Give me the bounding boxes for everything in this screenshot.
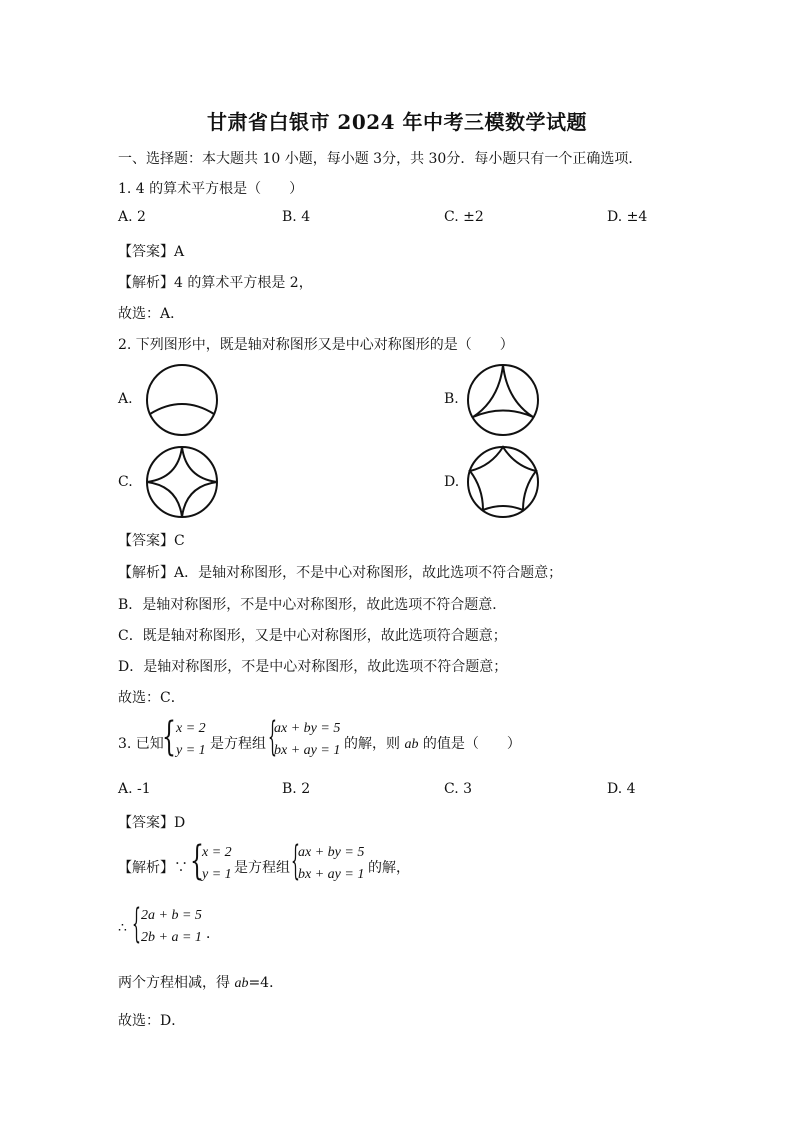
q1-answer: 【答案】A xyxy=(118,244,185,260)
q2-figure-c xyxy=(144,444,220,520)
q2-figure-label-b: B. xyxy=(444,391,459,407)
q3-brace-1: { xyxy=(162,714,176,760)
q3-system-1 xyxy=(176,718,206,762)
q1-option-a: A. 2 xyxy=(118,209,146,225)
q1-option-d: D. ±4 xyxy=(607,209,648,225)
q3-option-c: C. 3 xyxy=(444,781,473,797)
q1-stem: 1. 4 的算术平方根是（ ） xyxy=(118,181,304,197)
q2-analysis-4: D．是轴对称图形，不是中心对称图形，故此选项不符合题意； xyxy=(118,659,508,675)
q3-system-2 xyxy=(274,718,340,762)
q3-ab: ab xyxy=(404,737,419,752)
q3-analysis-suffix: 的解， xyxy=(368,860,410,876)
q2-figure-b xyxy=(465,362,541,438)
q3-system-3-eq1: 2a + b = 5 xyxy=(141,908,202,923)
q3-mid: 是方程组 xyxy=(210,736,266,752)
q3-option-b: B. 2 xyxy=(282,781,311,797)
q3-analysis-mid: 是方程组 xyxy=(234,860,290,876)
q2-figure-label-c: C. xyxy=(118,474,133,490)
q2-conclusion: 故选：C． xyxy=(118,690,185,706)
q3-subtract-ab: ab xyxy=(234,976,249,991)
q3-system-3-eq2: 2b + a = 1 xyxy=(141,930,202,945)
q3-system-1-eq1: x = 2 xyxy=(176,721,206,736)
q3-subtract-b: =4． xyxy=(248,975,284,991)
q3-analysis-brace-2: { xyxy=(291,838,300,884)
q3-system-2-eq2: bx + ay = 1 xyxy=(274,743,341,758)
q3-therefore-brace: { xyxy=(132,901,141,947)
q2-analysis-1: 【解析】A．是轴对称图形，不是中心对称图形，故此选项不符合题意； xyxy=(118,565,563,581)
q3-prefix: 3. 已知 xyxy=(118,736,164,752)
q3-system-3 xyxy=(141,905,202,949)
q3-conclusion: 故选：D． xyxy=(118,1013,186,1029)
q2-analysis-2: B．是轴对称图形，不是中心对称图形，故此选项不符合题意． xyxy=(118,597,507,613)
q3-therefore-symbol: ∴ xyxy=(118,920,127,936)
q3-analysis-system-1-eq1: x = 2 xyxy=(202,845,232,860)
q3-suffix xyxy=(344,733,521,753)
q3-analysis-system-2 xyxy=(298,842,364,886)
q3-analysis-system-1-eq2: y = 1 xyxy=(202,867,232,882)
page-title: 甘肃省白银市 2024 年中考三模数学试题 xyxy=(206,110,588,134)
q3-option-a: A. -1 xyxy=(118,781,151,797)
q3-system-1-eq2: y = 1 xyxy=(176,743,206,758)
q2-figure-label-a: A. xyxy=(118,391,133,407)
q2-analysis-3: C．既是轴对称图形，又是中心对称图形，故此选项符合题意； xyxy=(118,628,507,644)
q1-option-b: B. 4 xyxy=(282,209,311,225)
q3-therefore xyxy=(118,901,418,951)
q3-analysis-prefix: 【解析】∵ xyxy=(118,860,188,876)
q2-figure-label-d: D. xyxy=(444,474,460,490)
q3-subtract-a: 两个方程相减，得 xyxy=(118,975,235,991)
q3-analysis-brace-1: { xyxy=(190,838,204,884)
q3-answer: 【答案】D xyxy=(118,815,186,831)
q3-analysis-system-2-eq2: bx + ay = 1 xyxy=(298,867,365,882)
q3-subtract xyxy=(118,972,283,992)
q3-analysis-system-1 xyxy=(202,842,232,886)
q3-therefore-period: ． xyxy=(206,926,220,942)
q3-system-2-eq1: ax + by = 5 xyxy=(274,721,341,736)
q2-figure-d xyxy=(465,444,541,520)
q3-suffix-a: 的解，则 xyxy=(344,736,405,752)
q3-analysis-system-2-eq1: ax + by = 5 xyxy=(298,845,365,860)
q2-answer: 【答案】C xyxy=(118,533,185,549)
q1-option-c: C. ±2 xyxy=(444,209,484,225)
q2-stem: 2. 下列图形中，既是轴对称图形又是中心对称图形的是（ ） xyxy=(118,337,514,353)
q1-conclusion: 故选：A． xyxy=(118,306,185,322)
section-header: 一、选择题：本大题共 10 小题，每小题 3分，共 30分．每小题只有一个正确选项． xyxy=(118,151,643,167)
q1-analysis: 【解析】4 的算术平方根是 2， xyxy=(118,275,313,291)
q2-figure-a xyxy=(144,362,220,438)
q3-suffix-b: 的值是（ ） xyxy=(418,736,521,752)
q3-option-d: D. 4 xyxy=(607,781,636,797)
q3-stem xyxy=(118,714,718,764)
q3-analysis xyxy=(118,838,718,888)
q3-brace-2: { xyxy=(268,714,277,760)
